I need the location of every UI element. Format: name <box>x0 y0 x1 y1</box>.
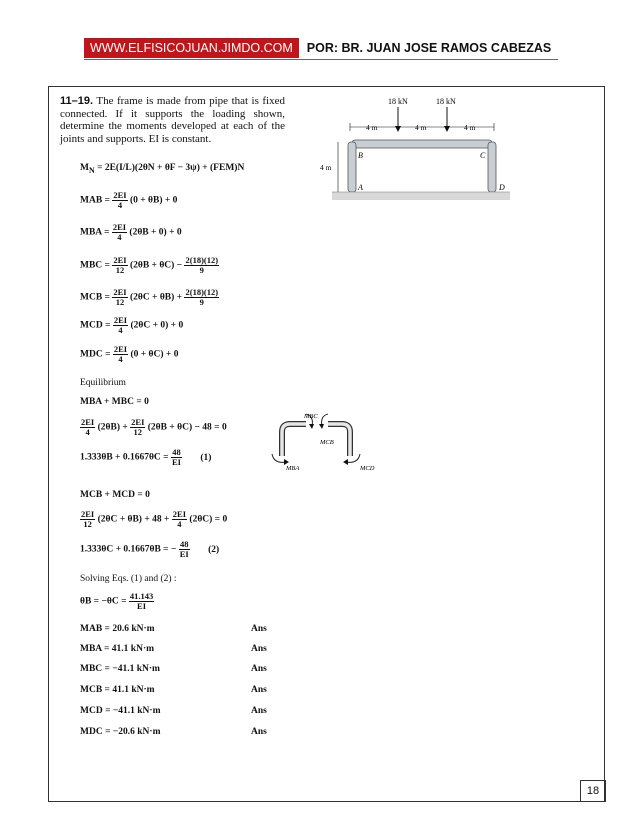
eq-mdc: MDC = $\frac{2EI}{4}$ (0 + θC) + 0 <box>80 344 179 364</box>
eq-mbc: MBC = $\frac{2EI}{12}$ (2θB + θC) − $\frac{2(18)(12)}{9}$ <box>80 255 219 275</box>
load-left-label: 18 kN <box>388 97 408 106</box>
answer-row: MCB = 41.1 kN·m Ans <box>80 685 267 695</box>
eq-general: $M_N = 2E(I/L)(2\theta N + \theta F - 3\psi) + (FEM)N$ <box>80 163 245 175</box>
author-line: POR: BR. JUAN JOSE RAMOS CABEZAS <box>306 41 552 55</box>
header-rule <box>84 59 558 60</box>
equilibrium-heading: Equilibrium <box>80 378 126 388</box>
answer-row: MBA = 41.1 kN·m Ans <box>80 644 267 654</box>
span2-label: 4 m <box>415 123 427 132</box>
page-number: 18 <box>580 780 606 802</box>
eq-sum1: MBA + MBC = 0 <box>80 397 149 407</box>
eq-sub2: $\frac{2EI}{12}$ (2θC + θB) + 48 + $\frac{2EI}{4}$ (2θC) = 0 <box>81 509 228 529</box>
span3-label: 4 m <box>464 123 476 132</box>
eq-sum2: MCB + MCD = 0 <box>80 490 150 500</box>
joint-b-pipe <box>282 424 306 456</box>
eq-mab: MAB = $\frac{2EI}{4}$ (0 + θB) + 0 <box>80 190 178 210</box>
joint-c-label: C <box>480 151 486 160</box>
problem-text: The frame is made from pipe that is fixed connected. If it supports the loading shown, determine the moments developed at each of the joints and supports. EI is constant. <box>60 95 285 145</box>
load-right-label: 18 kN <box>436 97 456 106</box>
problem-number: 11–19. <box>60 95 94 107</box>
problem-statement <box>60 95 285 145</box>
solving-heading: Solving Eqs. (1) and (2) : <box>80 574 177 584</box>
eq-mcb: MCB = $\frac{2EI}{12}$ (2θC + θB) + $\frac{2(18)(12)}{9}$ <box>80 287 219 307</box>
fbd-mcd-label: MCD <box>360 465 375 472</box>
answer-row: MBC = −41.1 kN·m Ans <box>80 664 267 674</box>
fbd-mcb-label: MCB <box>320 439 334 446</box>
ground <box>332 192 510 200</box>
eq-sub1: $\frac{2EI}{4}$ (2θB) + $\frac{2EI}{12}$ (2θB + θC) − 48 = 0 <box>81 417 227 437</box>
eq-2: 1.333θC + 0.1667θB = − $\frac{48}{EI}$ (2) <box>80 539 220 559</box>
answer-row: MAB = 20.6 kN·m Ans <box>80 624 267 634</box>
answer-row: MDC = −20.6 kN·m Ans <box>80 727 267 737</box>
joint-b-label: B <box>358 151 363 160</box>
eq-mcd: MCD = $\frac{2EI}{4}$ (2θC + 0) + 0 <box>80 315 184 335</box>
height-label: 4 m <box>320 163 332 172</box>
frame-figure <box>318 92 518 207</box>
span1-label: 4 m <box>366 123 378 132</box>
eq-1: 1.333θB + 0.1667θC = $\frac{48}{EI}$ (1) <box>80 447 212 467</box>
beam-pipe <box>352 140 492 148</box>
eq-mba: MBA = $\frac{2EI}{4}$ (2θB + 0) + 0 <box>80 222 182 242</box>
header <box>84 38 551 58</box>
joint-d-label: D <box>499 183 505 192</box>
fbd-mbc-label: MBC <box>304 413 318 420</box>
fbd-mba-label: MBA <box>286 465 300 472</box>
joint-a-label: A <box>358 183 363 192</box>
eq-theta: θB = −θC = $\frac{41.143}{EI}$ <box>80 591 154 611</box>
site-url: WWW.ELFISICOJUAN.JIMDO.COM <box>84 38 299 58</box>
column-left <box>348 142 356 192</box>
answer-row: MCD = −41.1 kN·m Ans <box>80 706 267 716</box>
joint-fbd-figure <box>268 408 388 472</box>
column-right <box>488 142 496 192</box>
